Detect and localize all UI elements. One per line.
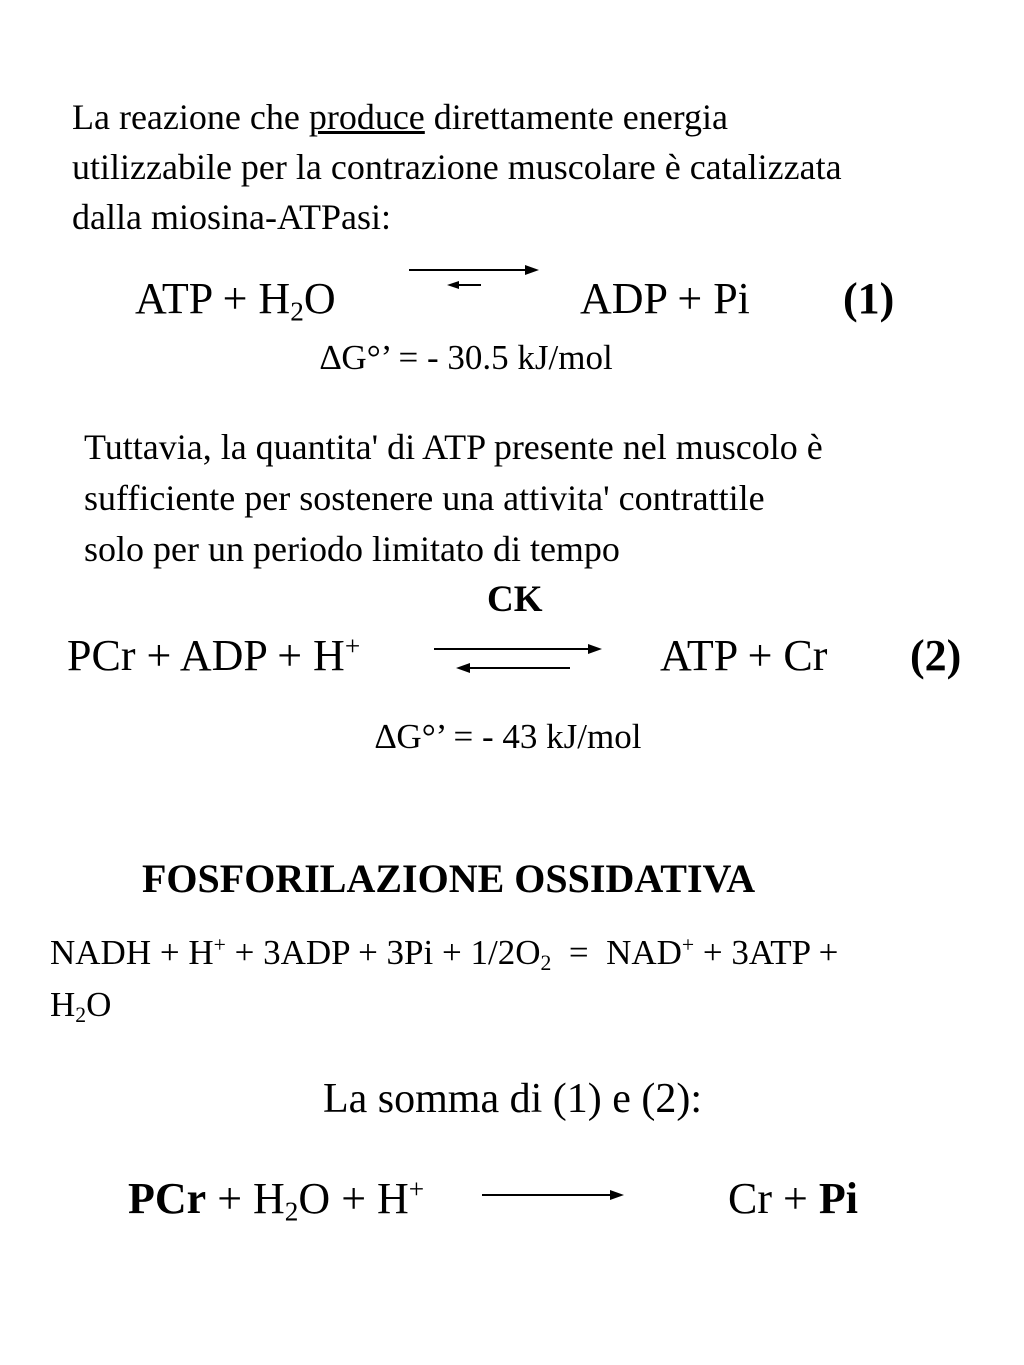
reaction2-number: (2): [910, 631, 962, 680]
reaction2-delta-g: ∆G°’ = - 43 kJ/mol: [375, 717, 642, 756]
intro-line-3: dalla miosina-ATPasi:: [72, 197, 391, 237]
intro-line-2: utilizzabile per la contrazione muscolare è catalizzata: [72, 147, 842, 187]
sum-heading: La somma di (1) e (2):: [323, 1076, 703, 1122]
intro-line-1: La reazione che produce direttamente energia: [72, 97, 728, 137]
reaction1-right: ADP + Pi: [580, 274, 750, 323]
reaction2-left: PCr + ADP + H+: [67, 631, 361, 680]
intro-paragraph: [72, 92, 842, 242]
enzyme-label: CK: [487, 579, 543, 620]
nadh-equation-line-2: $H_2O$: [50, 985, 112, 1028]
reaction1-delta-g: ∆G°’ = - 30.5 kJ/mol: [320, 338, 613, 377]
nadh-equation-line-1: NADH + $H^+ + 3ADP + 3Pi + 1/2O_2 = NAD^+ + 3ATP$ +: [50, 933, 839, 976]
reaction1-left: ATP + $H_2O$: [135, 274, 336, 327]
equilibrium-arrow-icon: [405, 260, 545, 296]
reaction-arrow-icon: [478, 1184, 630, 1206]
limitation-line-1: Tuttavia, la quantita' di ATP presente nel muscolo è: [84, 427, 823, 467]
section-title: FOSFORILAZIONE OSSIDATIVA: [142, 856, 756, 901]
sum-reaction-right: Cr + Pi: [728, 1174, 858, 1223]
underlined-word: produce: [308, 97, 425, 137]
equilibrium-arrow-icon: [430, 636, 610, 678]
limitation-line-2: sufficiente per sostenere una attivita' contrattile: [84, 478, 765, 518]
sum-reaction-left: PCr + $H_2O + H^+$: [128, 1174, 425, 1227]
limitation-line-3: solo per un periodo limitato di tempo: [84, 529, 620, 569]
limitation-paragraph: [84, 422, 823, 575]
reaction2-right: ATP + Cr: [660, 631, 828, 680]
reaction1-number: (1): [843, 274, 895, 323]
